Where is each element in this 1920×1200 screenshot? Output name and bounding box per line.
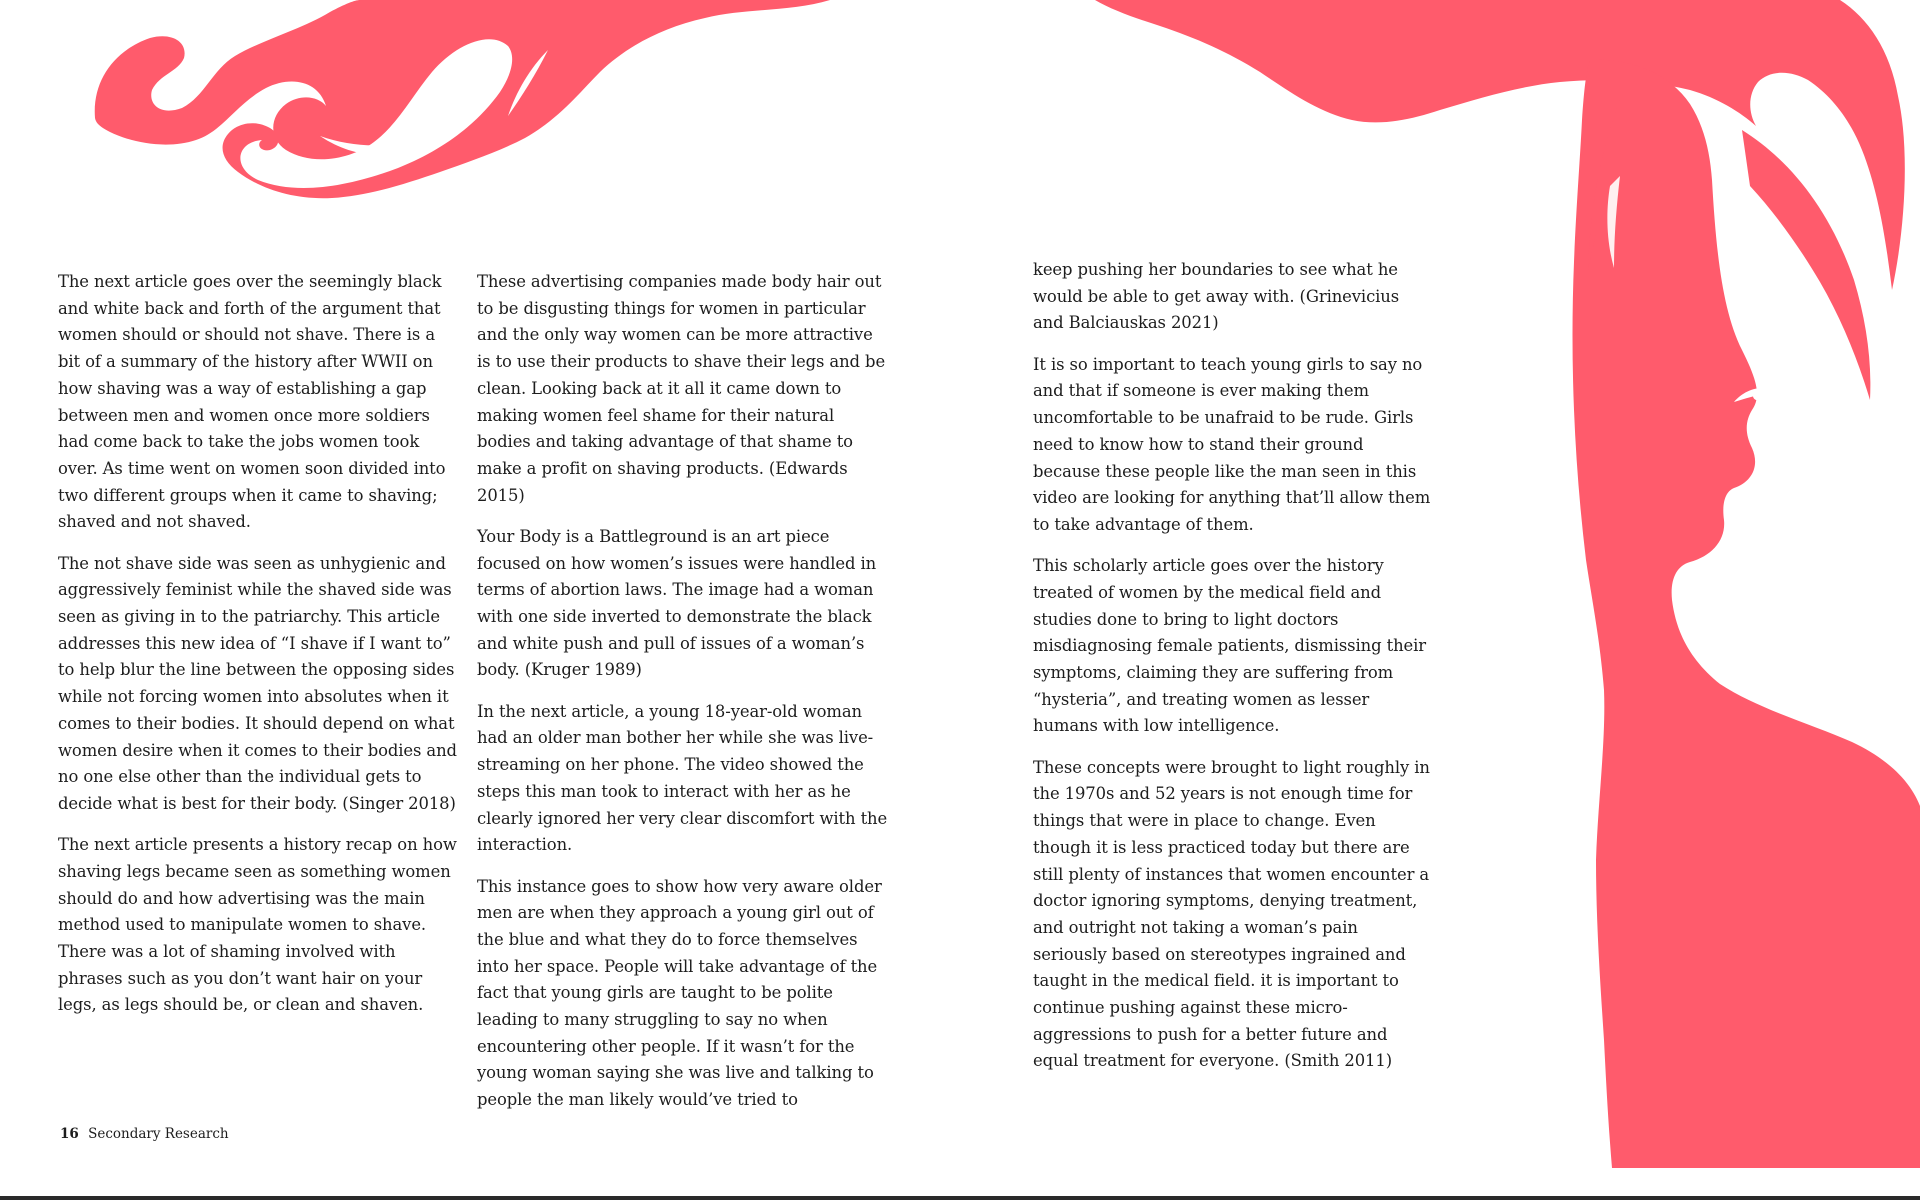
text-column-right bbox=[1033, 257, 1433, 1090]
paragraph: The not shave side was seen as unhygienic and aggressively feminist while the shaved side was seen as giving in to the patriarchy. This article addresses this new idea of “I shave if I want to” to help blur the line between the opposing sides while not forcing women into absolutes when it comes to their bodies. It should depend on what women desire when it comes to their bodies and no one else other than the individual gets to decide what is best for their body. (Singer 2018) bbox=[58, 553, 457, 813]
paragraph: These advertising companies made body hair out to be disgusting things for women in particular and the only way women can be more attractive is to use their products to shave their legs and be clean. Looking back at it all it came down to making women feel shame for their natural bodies and taking advantage of that shame to make a profit on shaving products. (Edwards 2015) bbox=[477, 272, 886, 505]
paragraph: In the next article, a young 18-year-old woman had an older man bother her while she was live-streaming on her phone. The video showed the steps this man took to interact with her as he clearly ignored her very clear discomfort with the interaction. bbox=[477, 701, 888, 855]
paragraph: This scholarly article goes over the history treated of women by the medical field and studies done to bring to light doctors misdiagnosing female patients, dismissing their symptoms, claiming they are suffering from “hysteria”, and treating women as lesser humans with low intelligence. bbox=[1033, 556, 1427, 736]
page-number: 16 bbox=[60, 1126, 79, 1142]
text-column-left bbox=[58, 269, 460, 1034]
paragraph: The next article presents a history recap on how shaving legs became seen as something women should do and how advertising was the main method used to manipulate women to shave. There was a lot of shaming involved with phrases such as you don’t want hair on your legs, as legs should be, or clean and shaven. bbox=[58, 835, 457, 1015]
bottom-rule bbox=[0, 1196, 1920, 1200]
paragraph: It is so important to teach young girls to say no and that if someone is ever making them uncomfortable to be unafraid to be rude. Girls need to know how to stand their ground because these people like the man seen in this video are looking for anything that’ll allow them to take advantage of them. bbox=[1033, 354, 1431, 534]
section-title: Secondary Research bbox=[88, 1126, 229, 1142]
woman-silhouette-illustration bbox=[1573, 60, 1920, 1168]
paragraph: The next article goes over the seemingly black and white back and forth of the argument that women should or should not shave. There is a bit of a summary of the history after WWII on how shaving was a way of establishing a gap between men and women once more soldiers had come back to take the jobs women took over. As time went on women soon divided into two different groups when it came to shaving; shaved and not shaved. bbox=[58, 272, 446, 532]
page-footer bbox=[60, 1126, 229, 1142]
paragraph: Your Body is a Battleground is an art piece focused on how women’s issues were handled in terms of abortion laws. The image had a woman with one side inverted to demonstrate the black and white push and pull of issues of a woman’s body. (Kruger 1989) bbox=[477, 526, 877, 680]
paragraph: This instance goes to show how very aware older men are when they approach a young girl out of the blue and what they do to force themselves into her space. People will take advantage of the fact that young girls are taught to be polite leading to many struggling to say no when encountering other people. If it wasn’t for the young woman saying she was live and talking to people the man likely would’ve tried to bbox=[477, 876, 882, 1110]
text-column-middle bbox=[477, 269, 889, 1128]
hair-swirls-illustration bbox=[95, 0, 830, 198]
paragraph: These concepts were brought to light roughly in the 1970s and 52 years is not enough time for things that were in place to change. Even though it is less practiced today but there are still plenty of instances that women encounter a doctor ignoring symptoms, denying treatment, and outright not taking a woman’s pain seriously based on stereotypes ingrained and taught in the medical field. it is important to continue pushing against these micro-aggressions to push for a better future and equal treatment for everyone. (Smith 2011) bbox=[1033, 757, 1430, 1071]
paragraph: keep pushing her boundaries to see what he would be able to get away with. (Grinevicius and Balciauskas 2021) bbox=[1033, 260, 1400, 333]
